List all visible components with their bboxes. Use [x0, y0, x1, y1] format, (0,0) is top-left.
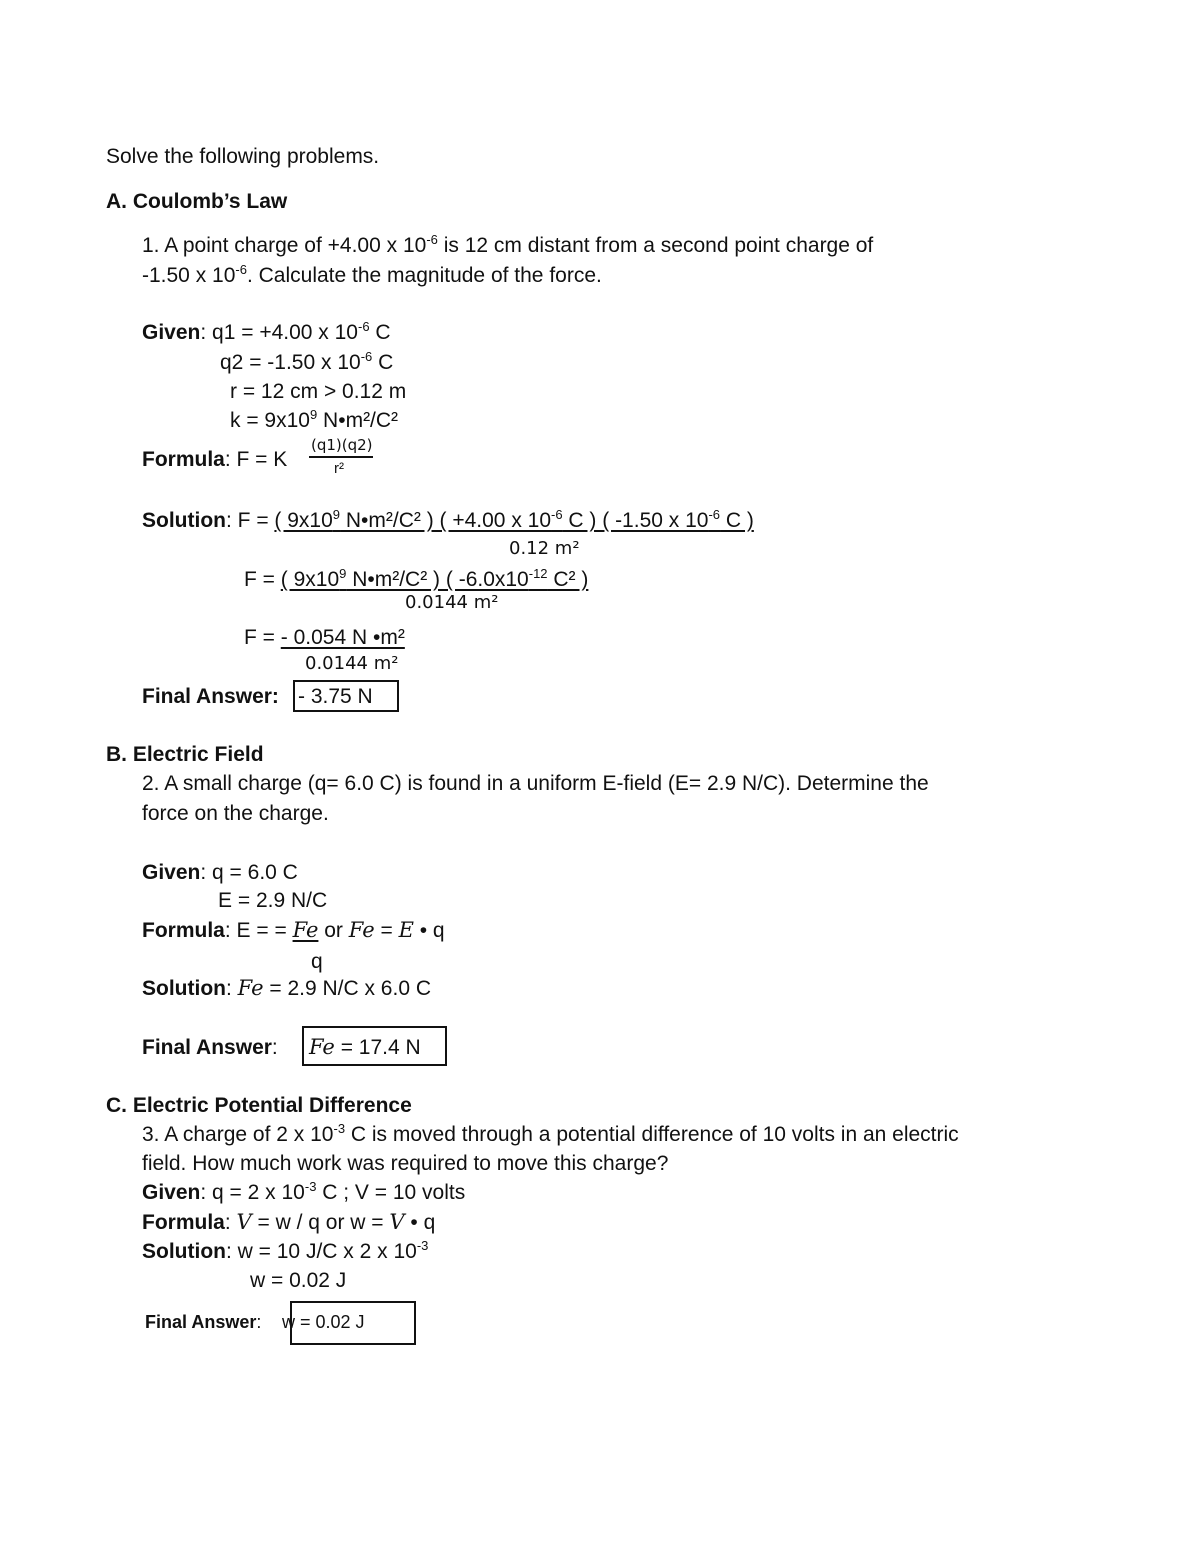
final-answer-c-label: Final Answer:	[145, 1312, 262, 1332]
final-answer-c-box	[290, 1301, 416, 1345]
formula-electric-field-denominator: q	[311, 950, 323, 973]
section-b-heading: B. Electric Field	[106, 743, 264, 766]
problem-2-line-1: 2. A small charge (q= 6.0 C) is found in a uniform E-field (E= 2.9 N/C). Determine the	[142, 772, 929, 795]
final-answer-b-value: Fe = 17.4 N	[309, 1035, 421, 1059]
given-b-q: Given: q = 6.0 C	[142, 861, 298, 884]
problem-3-line-2: field. How much work was required to move this charge?	[142, 1152, 669, 1175]
solution-step-2: F = ( $9x10^9$ N•m²/C² ) ( $-6.0x10^{-12}$ C² )	[244, 566, 589, 591]
given-q1: Given: q1 = +4.00 x $10^{-6}$ C	[142, 319, 391, 344]
given-r: r = 12 cm > 0.12 m	[230, 380, 407, 403]
formula-electric-field: Formula: E = = Fe or Fe = E • q	[142, 918, 445, 942]
final-answer-c-value: w = 0.02 J	[282, 1312, 365, 1332]
solution-step-1: Solution: F = ( $9x10^9$ N•m²/C² ) ( +4.00 x $10^{-6}$ C ) ( -1.50 x $10^{-6}$ C )	[142, 507, 754, 532]
section-c-heading: C. Electric Potential Difference	[106, 1094, 412, 1117]
solution-c-step-1: Solution: w = 10 J/C x 2 x $10^{-3}$	[142, 1238, 429, 1263]
solution-step-1-denominator: 0.12 m²	[509, 538, 580, 559]
given-c: Given: q = 2 x $10^{-3}$ C ; V = 10 volts	[142, 1179, 466, 1204]
solution-step-2-denominator: 0.0144 m²	[405, 592, 499, 613]
final-answer-a-value: - 3.75 N	[298, 685, 373, 708]
section-a-heading: A. Coulomb’s Law	[106, 190, 288, 213]
problem-1-line-2: -1.50 x $10^{-6}$. Calculate the magnitude of the force.	[142, 262, 602, 287]
formula-coulomb: Formula: F = K	[142, 448, 288, 471]
given-k: $k = 9x10^9$ N•m²/C²	[230, 407, 399, 432]
formula-denominator: r²	[334, 460, 344, 477]
intro-text: Solve the following problems.	[106, 145, 380, 168]
solution-b: Solution: Fe = 2.9 N/C x 6.0 C	[142, 976, 432, 1000]
problem-1-line-1: 1. A point charge of +4.00 x $10^{-6}$ is 12 cm distant from a second point charge of	[142, 232, 874, 257]
solution-step-3-denominator: 0.0144 m²	[305, 653, 399, 674]
final-answer-b-label: Final Answer:	[142, 1036, 278, 1059]
solution-step-3: F = - 0.054 N •m²	[244, 626, 405, 649]
given-b-e: E = 2.9 N/C	[218, 889, 328, 912]
formula-potential: Formula: V = w / q or w = V • q	[142, 1210, 436, 1234]
given-q2: q2 = -1.50 x $10^{-6}$ C	[220, 349, 394, 374]
final-answer-a-label: Final Answer:	[142, 685, 279, 708]
problem-3-line-1: 3. A charge of 2 x $10^{-3}$ C is moved through a potential difference of 10 volts in an electric	[142, 1121, 959, 1146]
formula-fraction-bar	[309, 456, 373, 458]
formula-numerator: (q1)(q2)	[311, 436, 373, 454]
problem-2-line-2: force on the charge.	[142, 802, 329, 825]
solution-c-step-2: w = 0.02 J	[250, 1269, 347, 1292]
